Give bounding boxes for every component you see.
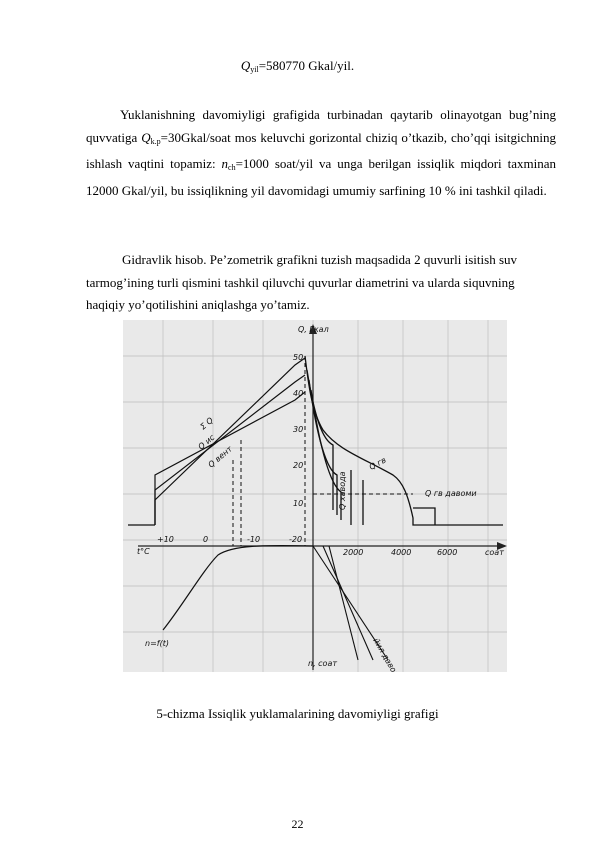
formula-subscript: yil [250,65,259,74]
paragraph-duration-graph: Yuklanishning davomiyligi grafigida turbinadan qaytarib olinayotgan bug’ning quvvatiga $Q_{k.p}=30Gkal$/soat mos keluvchi gorizontal chiziq o’tkazib, cho’qqi isitgichning ishlash vaqtini topamiz: $n_{ch}=1000$ soat/yil va unga berilgan issiqlik miqdori taxminan 12000 Gkal/yil, bu issiqlikning yil davomidagi umumiy sarfining 10 % ini tashkil qiladi. [86,107,557,198]
y-tick-40: 40 [293,389,304,398]
curve-label-hw: Q гв [367,455,388,472]
x-tick-2000: 2000 [343,548,364,557]
paragraph-hydraulic: Gidravlik hisob. Pe’zometrik grafikni tuzish maqsadida 2 quvurli isitish suv tarmog’ining turli qismini tashkil qiluvchi quvurlar diametrini va ularda siquvning haqiqiy yo’qotilishini aniqlashga yo’tamiz. [86,252,518,313]
total-heat-formula: $Q_{yil}=580770$ Gkal/yil. [240,58,355,74]
temp-tick-0: 0 [203,535,209,544]
temp-tick-minus20: -20 [289,535,303,544]
figure-drawing [123,320,507,672]
curve-label-yearly: йил давоми [371,636,404,672]
temp-axis-label: t°C [137,547,150,556]
function-label: n=f(t) [145,639,169,648]
formula-value: =580770 Gkal/yil. [258,58,355,73]
curve-label-vent: Q вент [206,444,235,470]
temp-tick-minus10: -10 [247,535,261,544]
q-symbol: Q [141,129,151,145]
y-axis-title: Q, Гкал [298,325,329,334]
y-tick-30: 30 [293,425,304,434]
y-tick-20: 20 [293,461,304,470]
hot-water-label: Q гв давоми [425,489,477,498]
bottom-axis-label: n, соат [308,659,338,668]
heat-load-duration-figure [123,320,507,672]
y-tick-10: 10 [293,499,304,508]
page-number: 22 [291,817,304,831]
curve-label-total: Σ Q [198,415,215,432]
y-tick-50: 50 [293,353,304,362]
x-unit: соат [485,548,504,557]
figure-caption: 5-chizma Issiqlik yuklamalarining davomiyligi grafigi [156,706,439,721]
temp-tick-plus10: +10 [157,535,174,544]
n-symbol: n [221,156,229,172]
curve-label-heating: Q ис [196,432,217,452]
curve-label-air: Q хавода [338,471,347,510]
x-tick-6000: 6000 [437,548,458,557]
x-tick-4000: 4000 [391,548,412,557]
